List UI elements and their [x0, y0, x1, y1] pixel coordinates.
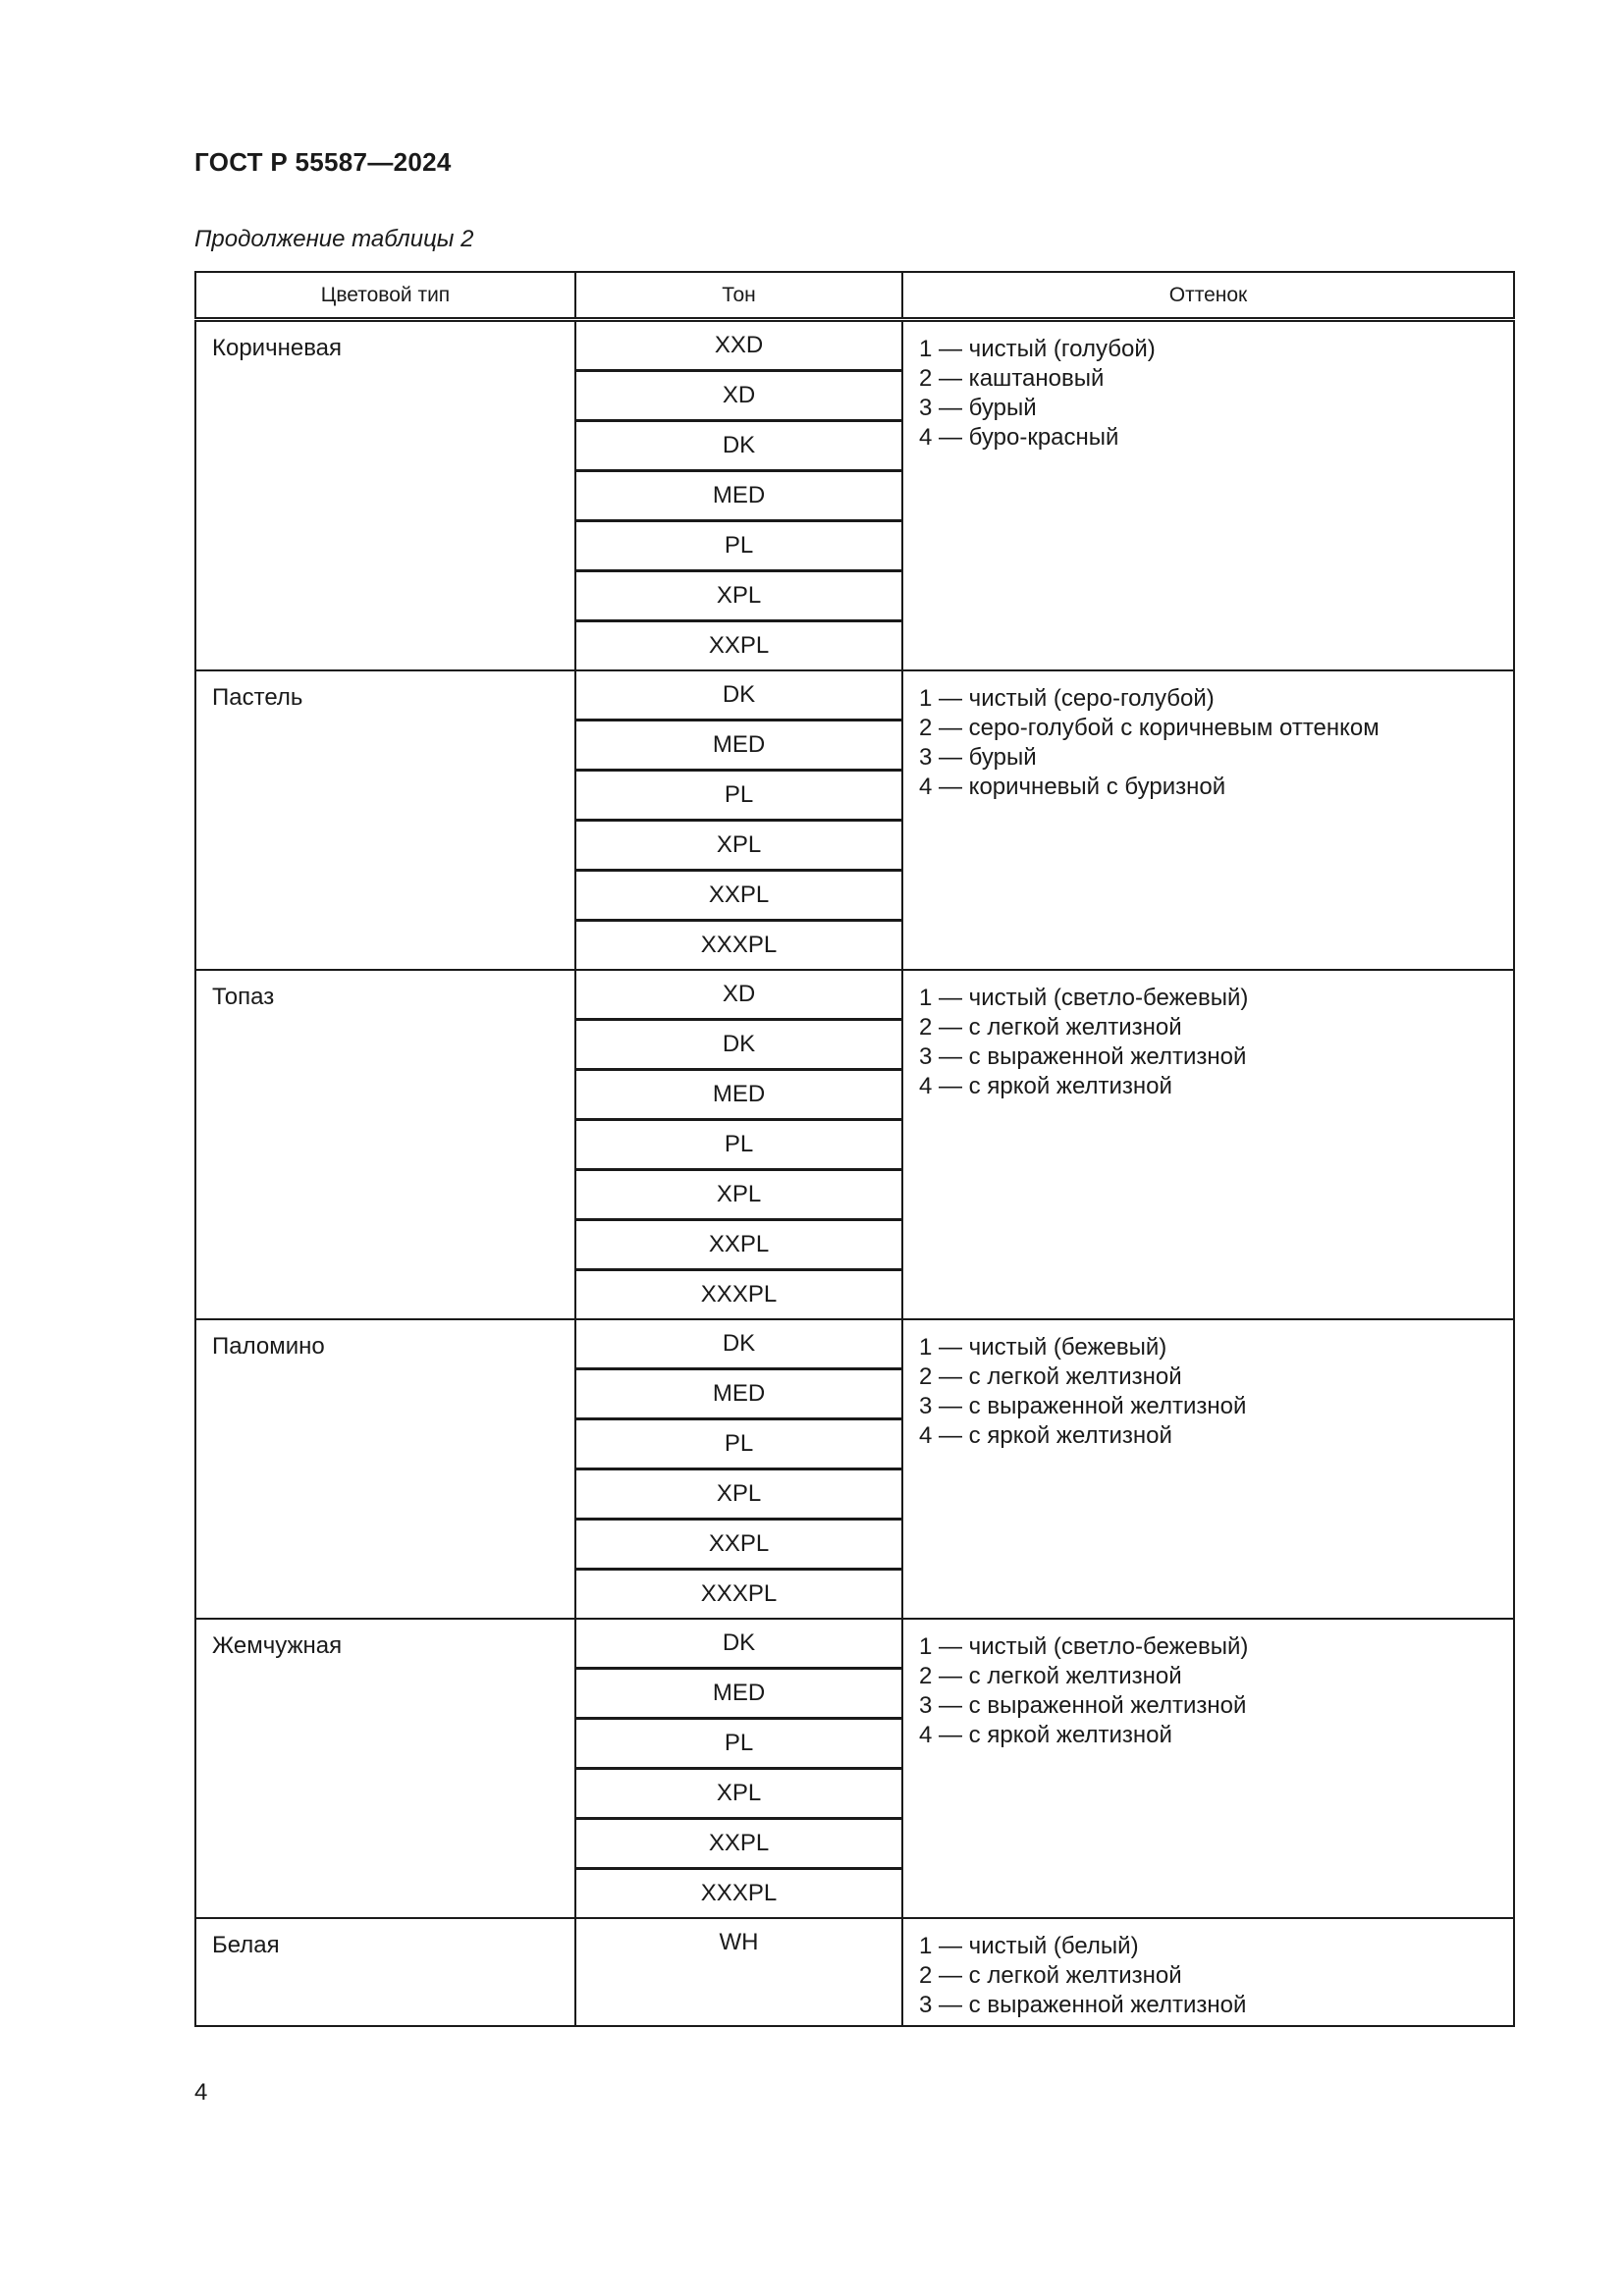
shade-line: 4 — буро-красный — [919, 424, 1119, 451]
shade-cell — [902, 1918, 1514, 2026]
tone-item: XPL — [576, 1171, 901, 1221]
shade-line: 4 — с яркой желтизной — [919, 1073, 1172, 1099]
shade-line: 2 — с легкой желтизной — [919, 1014, 1182, 1041]
column-header-color-type: Цветовой тип — [195, 272, 575, 320]
color-type-cell: Жемчужная — [195, 1619, 575, 1918]
tone-cell — [575, 1619, 902, 1918]
tone-item: XPL — [576, 572, 901, 622]
tone-item: XD — [576, 971, 901, 1021]
shade-cell — [902, 320, 1514, 671]
tone-item: XXPL — [576, 1521, 901, 1571]
color-type-cell: Пастель — [195, 670, 575, 970]
shade-line: 3 — бурый — [919, 744, 1037, 771]
color-type-table — [194, 271, 1515, 2027]
shade-cell — [902, 1619, 1514, 1918]
table-body — [195, 320, 1514, 2027]
shade-line: 3 — с выраженной желтизной — [919, 1043, 1247, 1070]
table-row — [195, 1619, 1514, 1918]
shade-line: 3 — с выраженной желтизной — [919, 1992, 1247, 2018]
tone-item: MED — [576, 1670, 901, 1720]
shade-line: 2 — с легкой желтизной — [919, 1363, 1182, 1390]
tone-item: MED — [576, 1071, 901, 1121]
tone-item: XXPL — [576, 872, 901, 922]
tone-cell — [575, 1918, 902, 2026]
tone-item: PL — [576, 1420, 901, 1470]
tone-item: DK — [576, 422, 901, 472]
shade-line: 1 — чистый (белый) — [919, 1933, 1139, 1959]
tone-item: DK — [576, 1620, 901, 1670]
tone-item: XXXPL — [700, 1281, 778, 1308]
tone-item: PL — [576, 1121, 901, 1171]
shade-line: 2 — серо-голубой с коричневым оттенком — [919, 715, 1380, 741]
tone-item: XPL — [576, 1470, 901, 1521]
tone-item: XXXPL — [700, 1580, 778, 1607]
tone-item: MED — [576, 721, 901, 772]
shade-line: 3 — с выраженной желтизной — [919, 1692, 1247, 1719]
table-row — [195, 970, 1514, 1319]
tone-item: XXD — [576, 322, 901, 372]
shade-line: 4 — с яркой желтизной — [919, 1722, 1172, 1748]
tone-cell — [575, 670, 902, 970]
document-header: ГОСТ Р 55587—2024 — [194, 147, 452, 177]
tone-cell — [575, 970, 902, 1319]
shade-line: 1 — чистый (светло-бежевый) — [919, 985, 1249, 1011]
shade-line: 4 — коричневый с буризной — [919, 774, 1226, 800]
shade-line: 2 — с легкой желтизной — [919, 1962, 1182, 1989]
tone-item: XXPL — [576, 1221, 901, 1271]
tone-item: MED — [576, 472, 901, 522]
color-type-cell: Топаз — [195, 970, 575, 1319]
color-type-cell: Паломино — [195, 1319, 575, 1619]
shade-line: 3 — с выраженной желтизной — [919, 1393, 1247, 1419]
table-caption: Продолжение таблицы 2 — [194, 226, 474, 252]
shade-line: 1 — чистый (светло-бежевый) — [919, 1633, 1249, 1660]
tone-item: DK — [576, 1320, 901, 1370]
tone-item: DK — [576, 671, 901, 721]
shade-line: 2 — с легкой желтизной — [919, 1663, 1182, 1689]
color-type-cell: Коричневая — [195, 320, 575, 671]
shade-line: 2 — каштановый — [919, 365, 1105, 392]
page-number: 4 — [194, 2079, 208, 2106]
shade-line: 1 — чистый (голубой) — [919, 336, 1156, 362]
shade-cell — [902, 970, 1514, 1319]
column-header-shade: Оттенок — [902, 272, 1514, 320]
tone-item: MED — [576, 1370, 901, 1420]
tone-item: PL — [576, 522, 901, 572]
color-type-cell: Белая — [195, 1918, 575, 2026]
table-row — [195, 1319, 1514, 1619]
tone-item: DK — [576, 1021, 901, 1071]
shade-cell — [902, 1319, 1514, 1619]
tone-item: PL — [576, 1720, 901, 1770]
shade-line: 1 — чистый (серо-голубой) — [919, 685, 1215, 712]
shade-line: 4 — с яркой желтизной — [919, 1422, 1172, 1449]
shade-line: 1 — чистый (бежевый) — [919, 1334, 1167, 1361]
tone-item: WH — [719, 1929, 759, 1955]
tone-cell — [575, 320, 902, 671]
tone-item: XPL — [576, 1770, 901, 1820]
table-row — [195, 1918, 1514, 2026]
table-header-row — [195, 272, 1514, 320]
column-header-tone: Тон — [575, 272, 902, 320]
tone-item: PL — [576, 772, 901, 822]
tone-item: XD — [576, 372, 901, 422]
tone-item: XPL — [576, 822, 901, 872]
table-header — [195, 272, 1514, 320]
tone-cell — [575, 1319, 902, 1619]
table-row — [195, 320, 1514, 671]
tone-item: XXPL — [576, 1820, 901, 1870]
table-row — [195, 670, 1514, 970]
shade-line: 3 — бурый — [919, 395, 1037, 421]
tone-item: XXXPL — [700, 1880, 778, 1906]
shade-cell — [902, 670, 1514, 970]
tone-item: XXPL — [708, 632, 770, 659]
tone-item: XXXPL — [700, 932, 778, 958]
